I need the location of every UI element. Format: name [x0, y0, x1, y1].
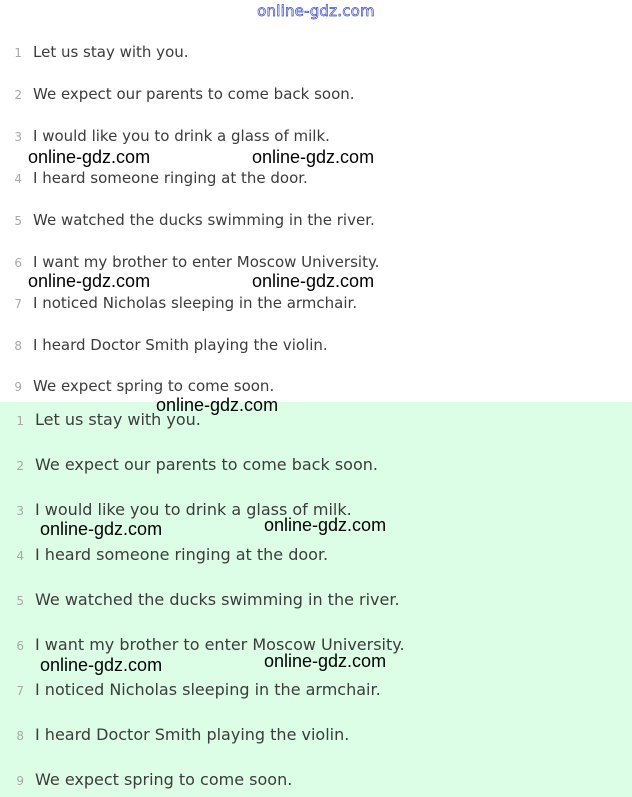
item-text: Let us stay with you.	[35, 410, 201, 429]
item-number: 4	[16, 549, 24, 563]
item-text: Let us stay with you.	[33, 43, 189, 61]
item-text: I noticed Nicholas sleeping in the armchair.	[33, 294, 358, 312]
item-number: 2	[16, 459, 24, 473]
list-item	[12, 590, 400, 609]
item-number: 1	[16, 414, 24, 428]
item-number: 1	[14, 46, 22, 60]
item-number: 6	[16, 639, 24, 653]
list-item	[10, 127, 330, 145]
list-item	[12, 770, 292, 789]
watermark: online-gdz.com	[252, 271, 375, 291]
list-item	[10, 85, 355, 103]
list-item	[10, 336, 328, 354]
item-number: 3	[14, 130, 22, 144]
item-text: I noticed Nicholas sleeping in the armchair.	[35, 680, 381, 699]
item-text: I want my brother to enter Moscow University.	[33, 253, 380, 271]
item-text: I would like you to drink a glass of milk.	[35, 500, 352, 519]
item-text: I heard someone ringing at the door.	[33, 169, 308, 187]
item-number: 9	[14, 380, 22, 394]
item-text: I want my brother to enter Moscow University.	[35, 635, 405, 654]
watermark: online-gdz.com	[264, 651, 387, 671]
item-number: 9	[16, 774, 24, 788]
list-item	[12, 680, 381, 699]
item-text: We expect our parents to come back soon.	[33, 85, 355, 103]
item-number: 3	[16, 504, 24, 518]
item-number: 7	[14, 297, 22, 311]
watermark: online-gdz.com	[28, 271, 151, 291]
watermark: online-gdz.com	[40, 519, 163, 539]
watermark: online-gdz.com	[252, 147, 375, 167]
list-item	[10, 253, 379, 271]
watermark: online-gdz.com	[264, 515, 387, 535]
item-text: We expect spring to come soon.	[33, 377, 275, 395]
header-watermark: online-gdz.com	[257, 2, 375, 20]
list-item	[10, 43, 189, 61]
item-text: We expect spring to come soon.	[35, 770, 293, 789]
item-text: We expect our parents to come back soon.	[35, 455, 378, 474]
item-number: 6	[14, 256, 22, 270]
answer-list-green	[0, 402, 632, 797]
list-item	[10, 294, 357, 312]
watermark: online-gdz.com	[40, 655, 163, 675]
item-text: I heard someone ringing at the door.	[35, 545, 329, 564]
item-text: We watched the ducks swimming in the river.	[33, 211, 375, 229]
list-item	[12, 545, 328, 564]
item-text: I would like you to drink a glass of milk.	[33, 127, 330, 145]
item-number: 8	[14, 339, 22, 353]
item-number: 4	[14, 172, 22, 186]
list-item	[12, 725, 349, 744]
item-text: I heard Doctor Smith playing the violin.	[33, 336, 328, 354]
list-item	[10, 211, 375, 229]
item-text: We watched the ducks swimming in the river.	[35, 590, 400, 609]
watermark: online-gdz.com	[28, 147, 151, 167]
watermark: online-gdz.com	[156, 395, 279, 415]
item-number: 8	[16, 729, 24, 743]
item-number: 5	[16, 594, 24, 608]
item-number: 2	[14, 88, 22, 102]
list-item	[10, 169, 308, 187]
item-number: 5	[14, 214, 22, 228]
list-item	[10, 377, 274, 395]
item-text: I heard Doctor Smith playing the violin.	[35, 725, 350, 744]
item-number: 7	[16, 684, 24, 698]
list-item	[12, 455, 378, 474]
